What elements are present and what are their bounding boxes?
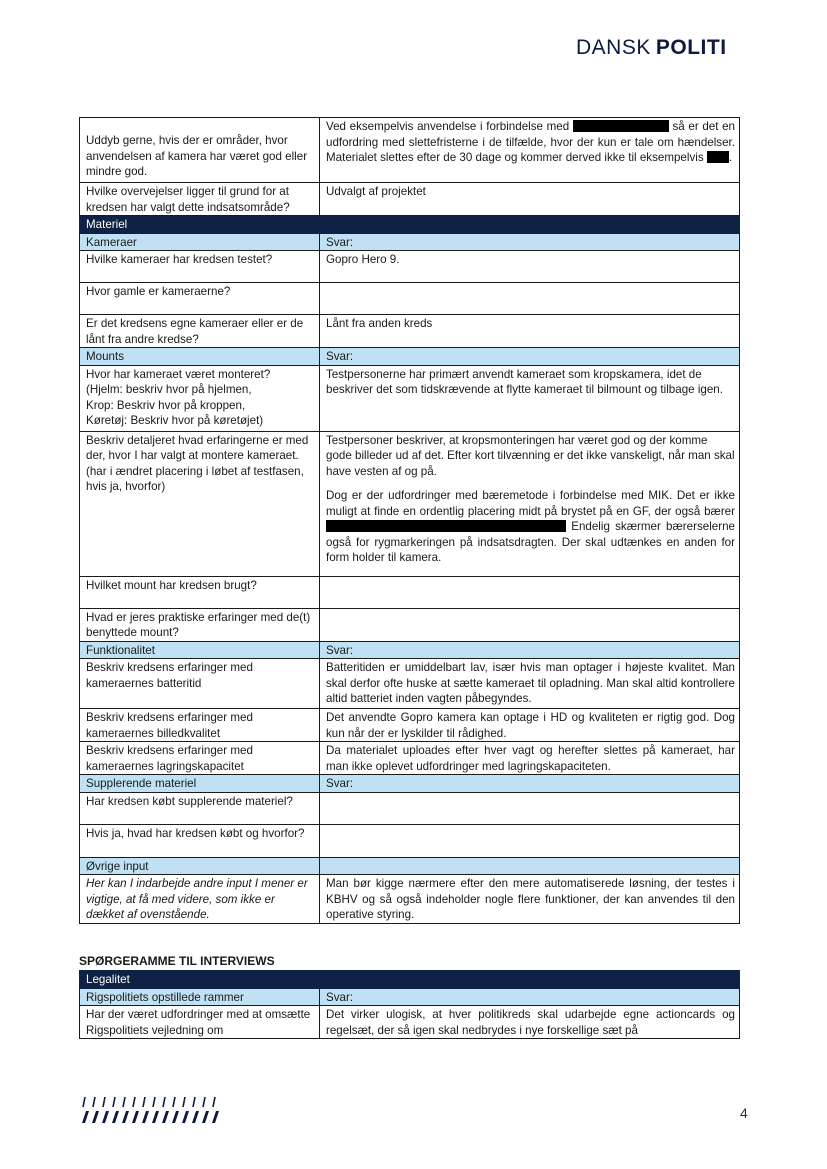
table-row xyxy=(80,608,740,641)
answer-cell xyxy=(320,118,740,183)
table-row xyxy=(80,431,740,576)
answer-cell xyxy=(320,608,740,641)
police-stripes-logo xyxy=(80,1095,220,1125)
svar-label: Svar: xyxy=(320,775,740,793)
answer-text-part: Dog er der udfordringer med bæremetode i forbindelse med MIK. Det er ikke muligt at finde en ordentlig placering midt på brystet på en GF, der også bærer xyxy=(326,489,735,518)
subsection-title-mounts: Mounts xyxy=(80,348,320,366)
answer-cell: Batteritiden er umiddelbart lav, især hvis man optager i højeste kvalitet. Man skal derfor ofte huske at sætte kameraet til opladning. Man skal altid kontrollere altid batteriet inden vagten påbegyndes. xyxy=(320,659,740,709)
question-cell xyxy=(80,365,320,431)
subsection-header-row xyxy=(80,641,740,659)
answer-paragraph xyxy=(326,488,735,566)
answer-cell xyxy=(320,283,740,315)
table-row xyxy=(80,742,740,775)
table-row xyxy=(80,183,740,216)
page-number: 4 xyxy=(740,1105,748,1121)
question-cell: Beskriv detaljeret hvad erfaringerne er med der, hvor I har valgt at montere kameraet. (har i ændret placering i løbet af testfasen, hvis ja, hvorfor) xyxy=(80,431,320,576)
table-row xyxy=(80,875,740,924)
section-heading: SPØRGERAMME TIL INTERVIEWS xyxy=(79,954,275,968)
table-row xyxy=(80,251,740,283)
subsection-title-supplerende: Supplerende materiel xyxy=(80,775,320,793)
question-cell: Har kredsen købt supplerende materiel? xyxy=(80,792,320,824)
question-cell: Beskriv kredsens erfaringer med kameraernes batteritid xyxy=(80,659,320,709)
table-row xyxy=(80,792,740,824)
redaction-bar xyxy=(707,151,729,163)
table-row xyxy=(80,315,740,348)
svar-label: Svar: xyxy=(320,988,740,1006)
table-row xyxy=(80,283,740,315)
answer-cell: Det anvendte Gopro kamera kan optage i HD og kvaliteten er rigtig god. Dog kun når der er lyskilder til rådighed. xyxy=(320,709,740,742)
section-title-legalitet: Legalitet xyxy=(80,971,320,989)
answer-cell: Testpersonerne har primært anvendt kameraet som kropskamera, idet de beskriver det som tidskrævende at flytte kameraet til bilmount og tilbage igen. xyxy=(320,365,740,431)
table-row xyxy=(80,824,740,857)
answer-cell xyxy=(320,824,740,857)
question-cell: Hvor gamle er kameraerne? xyxy=(80,283,320,315)
question-cell: Hvilke overvejelser ligger til grund for at kredsen har valgt dette indsatsområde? xyxy=(80,183,320,216)
logo-word-politi: POLITI xyxy=(655,36,727,59)
answer-text-part: så er det en udfordring med slettefristerne i de tilfælde, hvor der kun er tale om hændelser. Materialet slettes efter de 30 dage og kommer derved ikke til eksempelvis xyxy=(326,120,735,164)
question-cell: Hvad er jeres praktiske erfaringer med de(t) benyttede mount? xyxy=(80,608,320,641)
answer-text-part: . xyxy=(728,151,733,164)
section-header-row xyxy=(80,216,740,234)
table-row xyxy=(80,576,740,608)
subsection-header-row xyxy=(80,775,740,793)
question-cell: Beskriv kredsens erfaringer med kameraernes billedkvalitet xyxy=(80,709,320,742)
question-cell: Her kan I indarbejde andre input I mener er vigtige, at få med videre, som ikke er dækket af ovenstående. xyxy=(80,875,320,924)
answer-cell: Man bør kigge nærmere efter den mere automatiserede løsning, der testes i KBHV og så også indeholder nogle flere funktioner, der kan anvendes til den operative styring. xyxy=(320,875,740,924)
question-line: (Hjelm: beskriv hvor på hjelmen, xyxy=(86,383,252,396)
redaction-bar xyxy=(573,120,669,132)
answer-text-part: Ved eksempelvis anvendelse i forbindelse med xyxy=(326,120,573,133)
dansk-politi-logo xyxy=(576,36,751,60)
section-title-materiel: Materiel xyxy=(80,216,320,234)
subsection-title-kameraer: Kameraer xyxy=(80,233,320,251)
answer-cell xyxy=(320,576,740,608)
evaluation-table xyxy=(79,117,740,924)
answer-cell xyxy=(320,431,740,576)
svar-label: Svar: xyxy=(320,348,740,366)
subsection-header-row xyxy=(80,857,740,875)
logo-word-dansk: DANSK xyxy=(576,36,651,59)
question-cell: Har der været udfordringer med at omsætte Rigspolitiets vejledning om xyxy=(80,1006,320,1039)
answer-cell: Gopro Hero 9. xyxy=(320,251,740,283)
svar-label: Svar: xyxy=(320,641,740,659)
question-cell: Beskriv kredsens erfaringer med kameraernes lagringskapacitet xyxy=(80,742,320,775)
answer-cell xyxy=(320,792,740,824)
question-cell: Er det kredsens egne kameraer eller er de lånt fra andre kredse? xyxy=(80,315,320,348)
table-row xyxy=(80,118,740,183)
table-row xyxy=(80,1006,740,1039)
section-header-empty xyxy=(320,971,740,989)
subsection-header-row xyxy=(80,988,740,1006)
subsection-title-funktionalitet: Funktionalitet xyxy=(80,641,320,659)
answer-cell: Lånt fra anden kreds xyxy=(320,315,740,348)
question-cell: Uddyb gerne, hvis der er områder, hvor anvendelsen af kamera har været god eller mindre god. xyxy=(80,118,320,183)
redaction-bar xyxy=(326,520,566,532)
table-row xyxy=(80,659,740,709)
answer-cell: Da materialet uploades efter hver vagt og herefter slettes på kameraet, har man ikke oplevet udfordringer med lagringskapaciteten. xyxy=(320,742,740,775)
question-line: Krop: Beskriv hvor på kroppen, xyxy=(86,398,246,412)
subsection-header-row xyxy=(80,348,740,366)
question-cell: Hvilke kameraer har kredsen testet? xyxy=(80,251,320,283)
section-header-empty xyxy=(320,216,740,234)
interview-table xyxy=(79,970,740,1039)
answer-cell: Det virker ulogisk, at hver politikreds skal udarbejde egne actioncards og regelsæt, der så igen skal nedbrydes i nye forskellige sæt på xyxy=(320,1006,740,1039)
svar-label: Svar: xyxy=(320,233,740,251)
answer-text-part: Endelig skærmer bærerselerne også for rygmarkeringen på indsatsdragten. Der skal udtænkes en anden for form holder til kamera. xyxy=(326,520,735,564)
table-row xyxy=(80,709,740,742)
question-line: Hvor har kameraet været monteret? xyxy=(86,367,271,381)
subsection-title-oevrige: Øvrige input xyxy=(80,857,320,875)
subsection-header-row xyxy=(80,233,740,251)
subsection-title-rammer: Rigspolitiets opstillede rammer xyxy=(80,988,320,1006)
section-header-row xyxy=(80,971,740,989)
question-cell: Hvis ja, hvad har kredsen købt og hvorfor? xyxy=(80,824,320,857)
answer-paragraph: Testpersoner beskriver, at kropsmonteringen har været god og der komme gode billeder ud af det. Efter kort tilvænning er det ikke vanskeligt, når man skal have vesten af og på. xyxy=(326,433,735,478)
table-row xyxy=(80,365,740,431)
question-cell: Hvilket mount har kredsen brugt? xyxy=(80,576,320,608)
answer-cell: Udvalgt af projektet xyxy=(320,183,740,216)
svar-label xyxy=(320,857,740,875)
question-line: Køretøj: Beskriv hvor på køretøjet) xyxy=(86,414,264,427)
